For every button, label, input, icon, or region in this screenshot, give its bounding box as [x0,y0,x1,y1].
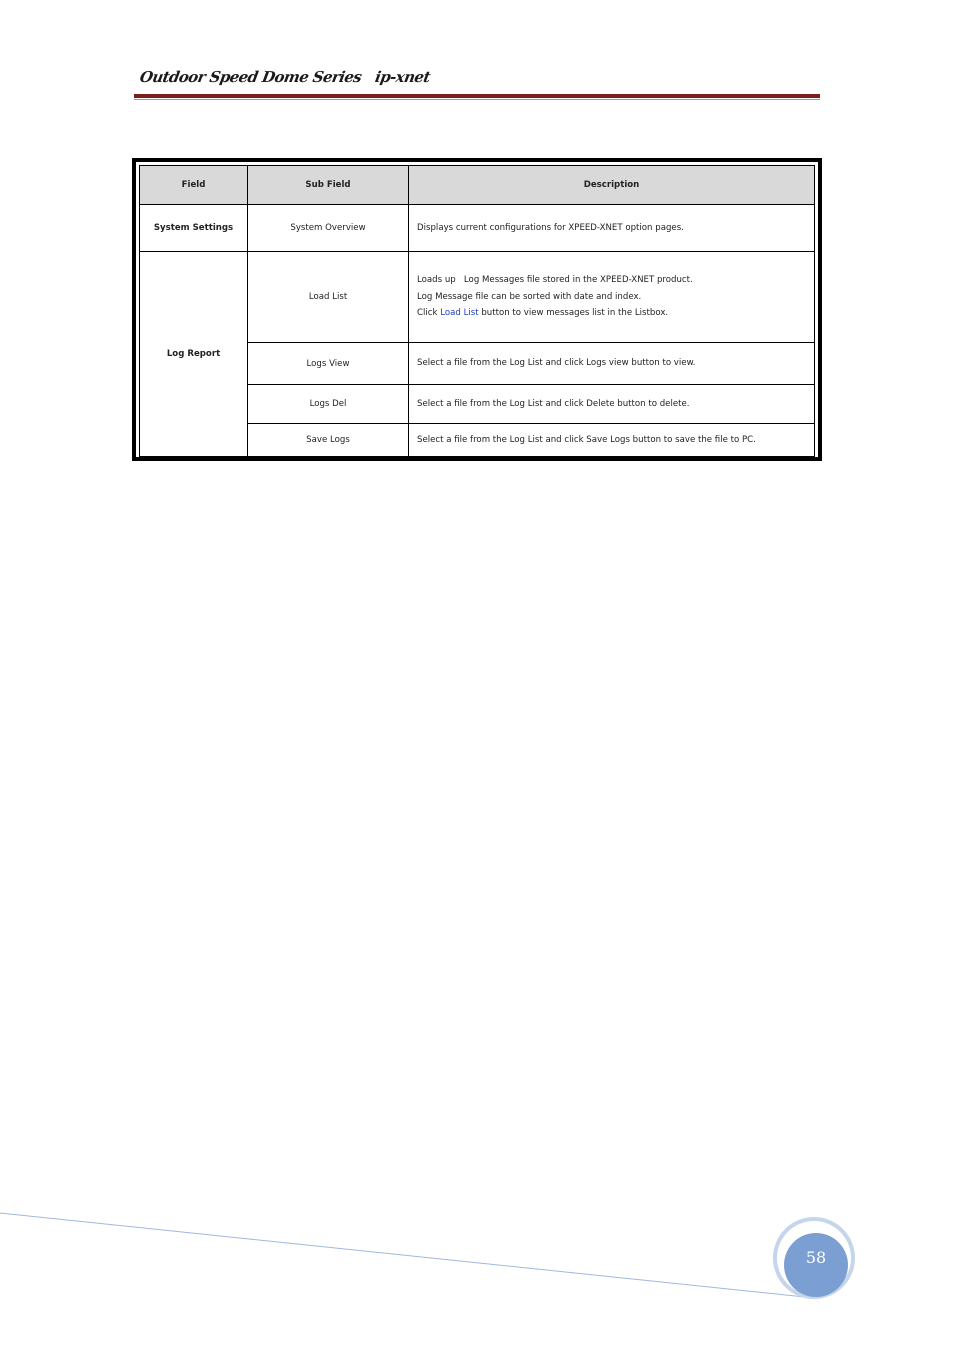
table-row [140,205,815,252]
subfield-save-logs: Save Logs [248,424,409,457]
document-title-product: ip-xnet [373,68,432,86]
subfield-logs-del: Logs Del [248,385,409,424]
desc-logs-view: Select a file from the Log List and click Logs view button to view. [409,343,815,385]
desc-load-list-line3-post: button to view messages list in the Listbox. [478,308,669,319]
header-rule-thick [134,94,820,98]
desc-logs-del: Select a file from the Log List and click Delete button to delete. [409,385,815,424]
desc-load-list-line1: Loads up Log Messages file stored in the XPEED-XNET product. [417,275,693,286]
spec-table [139,165,815,457]
header-sub-field: Sub Field [248,166,409,205]
table-row [140,252,815,343]
spec-table-frame [132,158,822,461]
field-log-report: Log Report [140,252,248,457]
desc-load-list [409,252,815,343]
desc-load-list-line3 [417,305,806,322]
load-list-link[interactable]: Load List [440,308,479,319]
desc-save-logs: Select a file from the Log List and click Save Logs button to save the file to PC. [409,424,815,457]
header-field: Field [140,166,248,205]
desc-load-list-line3-pre: Click [417,308,441,319]
desc-load-list-line2: Log Message file can be sorted with date and index. [417,291,642,302]
desc-system-overview: Displays current configurations for XPEED-XNET option pages. [409,205,815,252]
subfield-load-list: Load List [248,252,409,343]
subfield-logs-view: Logs View [248,343,409,385]
table-header-row [140,166,815,205]
field-system-settings: System Settings [140,205,248,252]
header-rule-thin [134,99,820,100]
header-description: Description [409,166,815,205]
document-title [138,68,431,86]
subfield-system-overview: System Overview [248,205,409,252]
page-number: 58 [805,1248,827,1267]
document-title-main: Outdoor Speed Dome Series [138,68,363,86]
